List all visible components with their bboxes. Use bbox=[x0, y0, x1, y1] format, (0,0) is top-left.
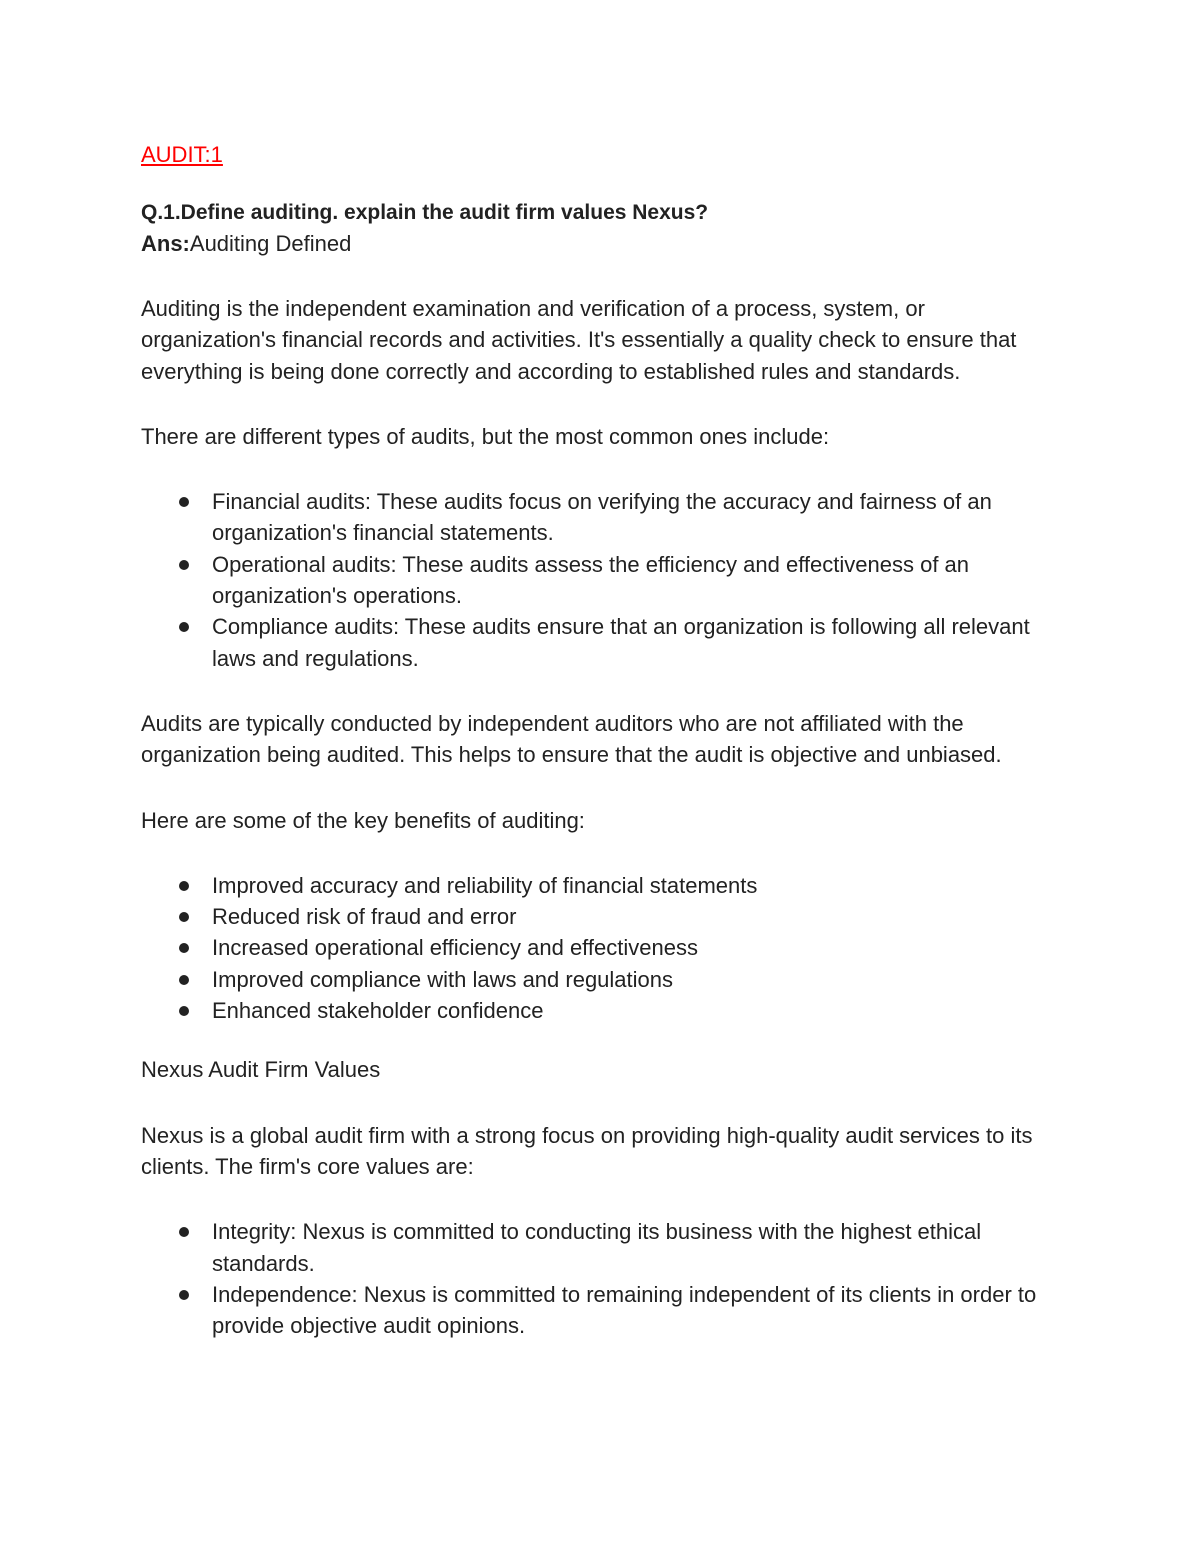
list-item-text: Integrity: Nexus is committed to conducting its business with the highest ethical standards. bbox=[212, 1219, 982, 1276]
audit-types-list bbox=[141, 486, 1061, 674]
bullet-icon bbox=[179, 622, 189, 632]
bullet-icon bbox=[179, 560, 189, 570]
list-item bbox=[141, 611, 1061, 674]
list-item-text: Financial audits: These audits focus on verifying the accuracy and fairness of an organization's financial statements. bbox=[212, 489, 992, 546]
core-values-list bbox=[141, 1216, 1061, 1341]
list-item-text: Compliance audits: These audits ensure that an organization is following all relevant laws and regulations. bbox=[212, 614, 1030, 671]
bullet-icon bbox=[179, 881, 189, 891]
document-page bbox=[141, 141, 1061, 1341]
bullet-icon bbox=[179, 497, 189, 507]
paragraph-definition: Auditing is the independent examination and verification of a process, system, or organization's financial records and activities. It's essentially a quality check to ensure that everything is being done correctly and according to established rules and standards. bbox=[141, 296, 1017, 384]
list-item-text: Independence: Nexus is committed to remaining independent of its clients in order to provide objective audit opinions. bbox=[212, 1281, 1037, 1339]
list-item bbox=[141, 901, 1061, 932]
document-heading: AUDIT:1 bbox=[141, 142, 223, 167]
question-text: Q.1.Define auditing. explain the audit firm values Nexus? bbox=[141, 201, 709, 224]
bullet-icon bbox=[179, 912, 189, 922]
list-item-text: Operational audits: These audits assess the efficiency and effectiveness of an organization's operations. bbox=[212, 551, 970, 609]
list-item-text: Improved accuracy and reliability of financial statements bbox=[212, 872, 758, 898]
list-item-text: Improved compliance with laws and regulations bbox=[212, 966, 674, 992]
list-item bbox=[141, 486, 1061, 549]
list-item bbox=[141, 549, 1061, 612]
list-item-text: Increased operational efficiency and effectiveness bbox=[212, 935, 698, 961]
answer-line bbox=[141, 228, 1061, 259]
list-item bbox=[141, 870, 1061, 901]
answer-title: Auditing Defined bbox=[189, 231, 352, 256]
paragraph-benefits-intro: Here are some of the key benefits of auditing: bbox=[141, 807, 585, 833]
list-item-text: Enhanced stakeholder confidence bbox=[212, 998, 544, 1024]
answer-label: Ans: bbox=[141, 231, 190, 256]
bullet-icon bbox=[179, 1227, 189, 1237]
list-item bbox=[141, 995, 1061, 1026]
list-item-text: Reduced risk of fraud and error bbox=[212, 904, 517, 930]
list-item bbox=[141, 1279, 1061, 1342]
list-item bbox=[141, 964, 1061, 995]
bullet-icon bbox=[179, 975, 189, 985]
paragraph-types-intro: There are different types of audits, but the most common ones include: bbox=[141, 423, 830, 449]
paragraph-nexus: Nexus is a global audit firm with a strong focus on providing high-quality audit services to its clients. The firm's core values are: bbox=[141, 1122, 1033, 1179]
list-item bbox=[141, 1216, 1061, 1279]
bullet-icon bbox=[179, 943, 189, 953]
list-item bbox=[141, 932, 1061, 963]
benefits-list bbox=[141, 870, 1061, 1026]
bullet-icon bbox=[179, 1290, 189, 1300]
section-title: Nexus Audit Firm Values bbox=[141, 1057, 381, 1083]
paragraph-auditors: Audits are typically conducted by independent auditors who are not affiliated with the organization being audited. This helps to ensure that the audit is objective and unbiased. bbox=[141, 710, 1002, 768]
bullet-icon bbox=[179, 1006, 189, 1016]
